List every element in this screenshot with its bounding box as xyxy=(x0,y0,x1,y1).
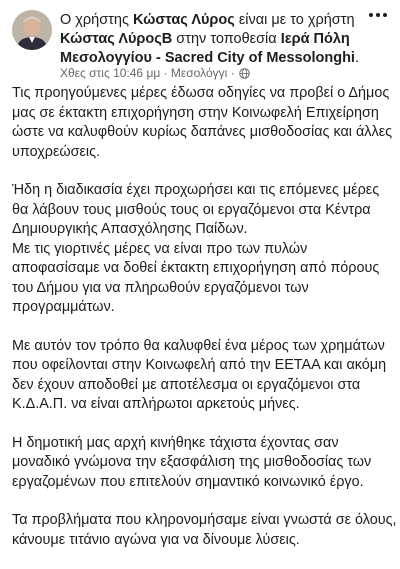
post-text-line: μοναδικό γνώμονα την εξασφάλιση της μισθοδοσίας των xyxy=(12,454,372,470)
author-name-link[interactable]: Κώστας Λύρος xyxy=(133,12,235,28)
header-with-text: είναι με το χρήστη xyxy=(234,12,355,28)
post-text-line: εργαζομένων που επιτελούν σημαντικό κοινωνικό έργο. xyxy=(12,473,364,490)
post-paragraph xyxy=(12,511,397,550)
post-text-line: θα λάβουν τους μισθούς τους οι εργαζόμενοι στα Κέντρα xyxy=(12,201,371,218)
post-text-line: μας σε έκτακτη επιχορήγηση στην Κοινωφελή Επιχείρηση xyxy=(12,104,379,121)
post-text-line: υποχρεώσεις. xyxy=(12,143,101,160)
post-meta xyxy=(60,66,250,80)
post-text-line: Με αυτόν τον τρόπο θα καλυφθεί ένα μέρος των χρημάτων xyxy=(12,337,385,354)
post-paragraph xyxy=(12,434,392,493)
location-link-line1[interactable]: Ιερά Πόλη xyxy=(280,31,350,47)
post-text-line: αποφασίσαμε να δοθεί έκτακτη επιχορήγηση από πόρους xyxy=(12,260,380,276)
post-text-line: Κ.Δ.Α.Π. να είναι απλήρωτοι αρκετούς μήνες. xyxy=(12,396,300,412)
header-period: . xyxy=(354,50,359,66)
post-header-text xyxy=(60,11,360,68)
globe-icon xyxy=(239,68,250,79)
avatar[interactable] xyxy=(12,10,52,50)
post-text-line: που οφείλονται στην Κοινωφελή από την ΕΕΤΑΑ και ακόμη xyxy=(12,357,387,373)
post-paragraph xyxy=(12,84,392,162)
header-prefix: Ο χρήστης xyxy=(60,12,133,28)
header-place-text: στην τοποθεσία xyxy=(172,31,281,47)
post-text-line: κάνουμε τιτάνιο αγώνα για να δίνουμε λύσεις. xyxy=(12,531,300,548)
post-text-line: δεν έχουν αποδοθεί με αποτέλεσμα οι εργαζόμενοι στα xyxy=(12,376,361,393)
tagged-user-link[interactable]: Κώστας ΛύροςΒ xyxy=(60,31,173,47)
post-text-line: Ήδη η διαδικασία έχει προχωρήσει και τις επόμενες μέρες xyxy=(12,182,380,198)
post-text-line: ώστε να καλυφθούν κυρίως δαπάνες μισθοδοσίας και άλλες xyxy=(12,124,393,140)
avatar-photo xyxy=(12,10,52,50)
post-text-line: Η δημοτική μας αρχή κινήθηκε τάχιστα έχοντας σαν xyxy=(12,434,339,451)
more-options-icon[interactable] xyxy=(366,10,390,20)
post-timestamp[interactable]: Χθες στις 10:46 μμ · Μεσολόγγι · xyxy=(60,66,235,80)
post-text-line: Με τις γιορτινές μέρες να είναι προ των πυλών xyxy=(12,240,308,257)
post-body xyxy=(12,84,397,569)
post-text-line: προγραμμάτων. xyxy=(12,299,115,315)
post-paragraph xyxy=(12,337,392,415)
location-link-line2[interactable]: Μεσολογγίου - Sacred City of Messolonghi xyxy=(60,50,355,66)
post-paragraph xyxy=(12,181,392,318)
post-text-line: Τα προβλήματα που κληρονομήσαμε είναι γνωστά σε όλους, xyxy=(12,512,397,528)
post-text-line: Δημιουργικής Απασχόλησης Παίδων. xyxy=(12,221,248,237)
post-header xyxy=(0,0,400,84)
post-text-line: του Δήμου για να πληρωθούν εργαζόμενοι των xyxy=(12,279,309,296)
post-text-line: Τις προηγούμενες μέρες έδωσα οδηγίες να προβεί ο Δήμος xyxy=(12,85,390,101)
